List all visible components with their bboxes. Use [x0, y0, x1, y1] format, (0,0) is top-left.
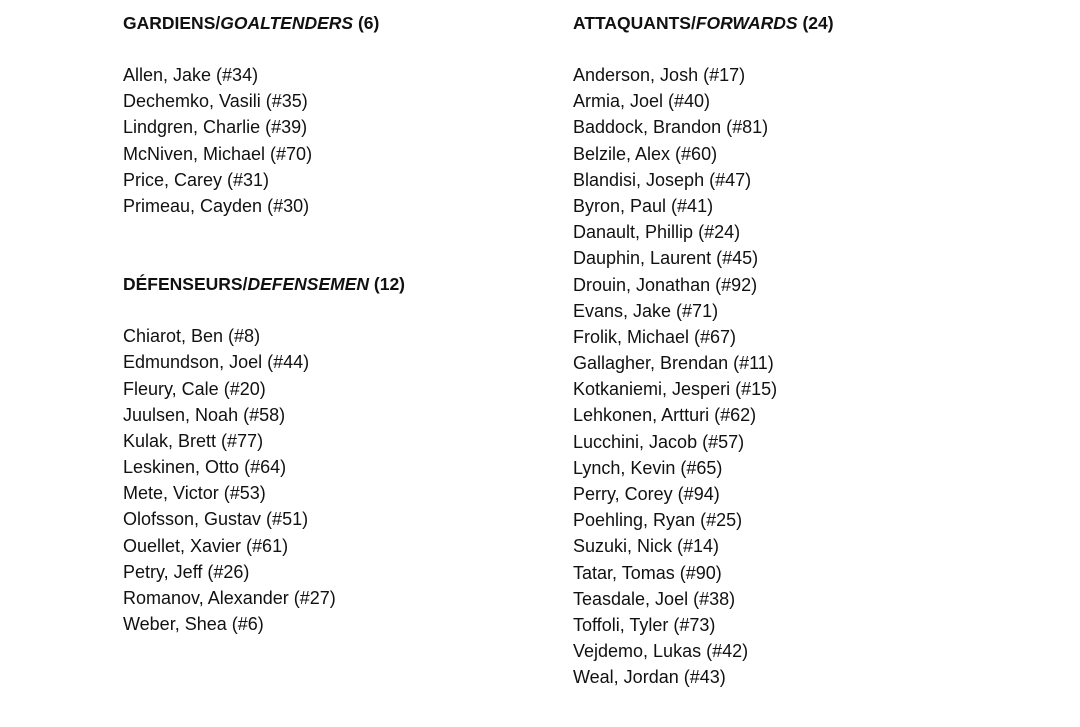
player-entry: Danault, Phillip (#24) [573, 222, 741, 243]
player-entry: Blandisi, Joseph (#47) [573, 169, 752, 190]
goaltenders-section [123, 10, 543, 219]
player-entry: Evans, Jake (#71) [573, 300, 719, 321]
player-entry: Dechemko, Vasili (#35) [123, 91, 308, 112]
player-entry: Leskinen, Otto (#64) [123, 457, 287, 478]
player-entry: Price, Carey (#31) [123, 169, 270, 190]
player-entry: Teasdale, Joel (#38) [573, 588, 736, 609]
player-entry: Fleury, Cale (#20) [123, 378, 266, 399]
player-entry: Vejdemo, Lukas (#42) [573, 641, 749, 662]
forwards-title-fr: ATTAQUANTS/ [573, 13, 696, 33]
player-entry: Juulsen, Noah (#58) [123, 404, 286, 425]
player-entry: McNiven, Michael (#70) [123, 143, 313, 164]
player-entry: Drouin, Jonathan (#92) [573, 274, 758, 295]
player-entry: Gallagher, Brendan (#11) [573, 353, 774, 374]
defensemen-title-fr: DÉFENSEURS/ [123, 274, 248, 295]
player-entry: Ouellet, Xavier (#61) [123, 535, 289, 556]
defensemen-count: (12) [373, 274, 406, 295]
goaltenders-list [123, 62, 543, 219]
right-column [573, 10, 1033, 691]
goaltenders-count: (6) [357, 13, 380, 33]
player-entry: Armia, Joel (#40) [573, 91, 711, 112]
forwards-title-en: FORWARDS [695, 13, 798, 33]
player-entry: Suzuki, Nick (#14) [573, 536, 720, 557]
player-entry: Lehkonen, Artturi (#62) [573, 405, 757, 426]
forwards-heading [573, 10, 1033, 36]
goaltenders-title-en: GOALTENDERS [220, 13, 354, 33]
defensemen-list [123, 323, 543, 637]
player-entry: Olofsson, Gustav (#51) [123, 509, 309, 530]
player-entry: Petry, Jeff (#26) [123, 561, 250, 582]
goaltenders-heading [123, 10, 543, 36]
forwards-count: (24) [802, 13, 834, 33]
player-entry: Dauphin, Laurent (#45) [573, 248, 759, 269]
player-entry: Frolik, Michael (#67) [573, 326, 737, 347]
player-entry: Lynch, Kevin (#65) [573, 457, 723, 478]
player-entry: Belzile, Alex (#60) [573, 143, 718, 164]
player-entry: Byron, Paul (#41) [573, 195, 714, 216]
player-entry: Toffoli, Tyler (#73) [573, 614, 716, 635]
player-entry: Tatar, Tomas (#90) [573, 562, 722, 583]
left-column [123, 10, 543, 637]
player-entry: Lindgren, Charlie (#39) [123, 117, 308, 138]
defensemen-title-en: DEFENSEMEN [247, 274, 370, 295]
player-entry: Anderson, Josh (#17) [573, 65, 746, 85]
forwards-list [573, 62, 1033, 691]
player-entry: Romanov, Alexander (#27) [123, 588, 336, 608]
player-entry: Kotkaniemi, Jesperi (#15) [573, 379, 778, 400]
defensemen-heading [123, 271, 543, 297]
player-entry: Kulak, Brett (#77) [123, 430, 264, 451]
player-entry: Weal, Jordan (#43) [573, 667, 726, 688]
forwards-section [573, 10, 1033, 691]
player-entry: Allen, Jake (#34) [123, 65, 259, 85]
player-entry: Poehling, Ryan (#25) [573, 510, 743, 531]
defensemen-section [123, 271, 543, 637]
goaltenders-title-fr: GARDIENS/ [123, 13, 221, 33]
player-entry: Weber, Shea (#6) [123, 614, 264, 635]
player-entry: Mete, Victor (#53) [123, 483, 266, 504]
player-entry: Baddock, Brandon (#81) [573, 117, 769, 138]
player-entry: Chiarot, Ben (#8) [123, 326, 261, 347]
player-entry: Perry, Corey (#94) [573, 484, 720, 504]
player-entry: Edmundson, Joel (#44) [123, 352, 310, 373]
player-entry: Lucchini, Jacob (#57) [573, 431, 745, 452]
player-entry: Primeau, Cayden (#30) [123, 195, 310, 216]
